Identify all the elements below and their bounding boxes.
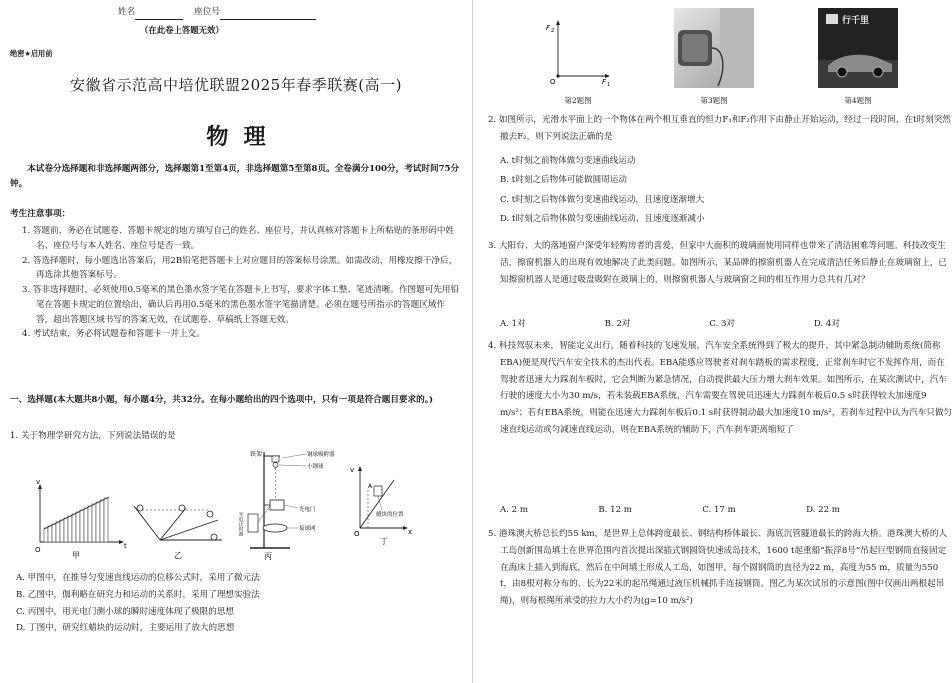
bing-photogate: 光电门 (299, 507, 316, 513)
fig2-f1: F (602, 78, 607, 86)
q3-option-c: C. 3对 (709, 319, 736, 329)
ding-candle: 蜡块的位置 (376, 512, 404, 518)
bing-tiejia: 铁架 (250, 451, 263, 458)
notice-item: 3. 答非选择题时，必须使用0.5毫米的黑色墨水签字笔在答题卡上书写，要求字体工整、笔迹清晰。作图题可先用铅笔在答题卡规定的位置绘出，确认后再用0.5毫米的黑色墨水签字笔描清楚。必须在题号所指示的答题区域作答，超出答题区域书写的答案无效，在试题卷、草稿纸上答题无效。 (22, 285, 460, 325)
q2-options (500, 152, 940, 229)
jia-origin: O (35, 546, 41, 554)
q1-option-d: D. 丁图中，研究红蜡块的运动时，主要运用了放大的思想 (16, 623, 235, 634)
notice-item: 2. 答选择题时，每小题选出答案后，用2B铅笔把答题卡上对应题目的答案标号涂黑。如需改动，用橡皮擦干净后，再选涂其他答案标号。 (22, 255, 458, 281)
q4-option-b: B. 12 m (598, 505, 632, 515)
fig-3-photo (674, 8, 754, 88)
fig-ding (350, 466, 412, 546)
jia-axis-v: v (36, 478, 41, 486)
name-label: 姓名 (118, 7, 136, 17)
subject-title: 物 理 (206, 124, 266, 150)
bing-adsorber: 钢球吸附器 (307, 452, 335, 458)
yi-label: 乙 (174, 551, 182, 560)
column-divider (472, 0, 473, 683)
fig-yi (134, 505, 222, 560)
fig-jia (35, 478, 127, 560)
fig4-brand: 行千里 (842, 16, 870, 26)
q3-stem: 3. 大阳台、大的落地窗户深受年轻购房者的喜爱，但家中大面积的玻璃面使用同样也带来了清洁困难等问题。科技改变生活，擦窗机器人的出现有效地解决了此类问题。如图所示，某品牌的擦窗机器人在完成清洁任务后静止在玻璃窗上，已知擦窗机器人是通过吸盘吸附在玻璃上的，则擦窗机器人与玻璃窗之间的相互作用力总共有几对？ (488, 241, 947, 285)
notice-title: 考生注意事项： (10, 209, 71, 219)
ding-origin: O (354, 530, 360, 538)
q1-option-a: A. 甲图中，在推导匀变速直线运动的位移公式时，采用了微元法 (16, 573, 260, 583)
fig-4-photo (818, 8, 898, 88)
ding-axis-x: x (408, 528, 413, 536)
q2-option-a: A. t时刻之前物体做匀变速曲线运动 (500, 156, 636, 166)
fig-bing (238, 450, 336, 561)
seat-field[interactable] (220, 9, 316, 20)
q2-option-c: C. t时刻之后物体做匀变速曲线运动，且速度逐渐增大 (500, 194, 705, 205)
fig-2 (538, 14, 618, 88)
q1-figures (10, 444, 462, 564)
secret-mark: 绝密★启用前 (10, 49, 53, 58)
exam-intro: 本试卷分选择题和非选择题两部分，选择题第1至第4页，非选择题第5至第8页。全卷满分100分，考试时间75分钟。 (10, 164, 460, 190)
name-field[interactable] (135, 9, 183, 20)
fig2-f2-sub: 2 (551, 28, 555, 34)
q3-option-d: D. 4对 (813, 319, 840, 329)
fig2-f1-sub: 1 (607, 82, 611, 88)
q2-stem: 2. 如图所示，光滑水平面上的一个物体在两个相互垂直的恒力F₁和F₂作用下由静止开始运动，经过一段时间，在t时刻突然撤去F₂，则下列说法正确的是 (488, 115, 951, 142)
q3-option-a: A. 1对 (500, 319, 526, 329)
q4-option-d: D. 22 m (806, 505, 840, 515)
fig2-origin: O (550, 78, 556, 86)
invalid-note: （在此卷上答题无效） (140, 25, 224, 35)
q1-stem: 1. 关于物理学研究方法，下列说法错误的是 (10, 431, 176, 441)
bing-net: 接球网 (299, 526, 316, 532)
q4-option-c: C. 17 m (702, 505, 736, 515)
jia-axis-t: t (124, 542, 127, 550)
q2-option-b: B. t时刻之后物体可能做圆周运动 (500, 175, 627, 186)
q5-stem: 5. 港珠澳大桥总长约55 km，是世界上总体跨度最长、钢结构桥体最长、海底沉管隧道最长的跨海大桥。港珠澳大桥的人工岛创新围岛填土在世界范围内首次提出深插式钢圆筒快速成岛技术，1600 t起重船“振浮8号”吊起巨型钢筒直接固定在海床上插入到海底，然后在中间填土形成人工岛，如图甲，每个圆钢筒的直径为22 m，高度为55 m，质量为550 t，由8根对称分布的、长为22米的起吊绳通过液压机械抓手连接钢筒。图乙为某次试吊的示意图(图中仅画出两根起吊绳)，则每根绳所承受的拉力大小约为(g=10 m/s²) (488, 529, 948, 606)
ding-label: 丁 (380, 537, 388, 546)
q4-options (500, 504, 840, 518)
bing-ball: 小钢球 (307, 464, 324, 470)
seat-label: 座位号 (194, 7, 220, 17)
fig2-caption: 第2题图 (564, 96, 592, 105)
bing-timer: 光电计时器 (237, 512, 243, 536)
q4-option-a: A. 2 m (500, 505, 529, 515)
q3-option-b: B. 2对 (604, 319, 631, 329)
exam-title: 安徽省示范高中培优联盟2025年春季联赛(高一) (70, 76, 402, 94)
q4-stem: 4. 科技驾驭未来，智能定义出行，随着科技的飞速发展，汽车安全系统得到了极大的提升，其中紧急制动辅助系统(简称EBA)便是现代汽车安全技术的杰出代表。EBA能感应驾驶者对刹车踏板的需求程度，正常刹车时它不发挥作用，而在驾驶者迅速大力踩刹车板时，它会判断为紧急情况，自动提供最大压力增大刹车效果。如图所示，在某次测试中，汽车行驶的速度大小为30 m/s，若未装载EBA系统，汽车需要在驾驶员迅速大力踩刹车板后0.5 s时获得较大加速度9 m/s²；若有EBA系统，则能在迅速大力踩刹车板后0.1 s时获得制动最大加速度10 m/s²，若刹车过程中认为汽车只做匀速直线运动或匀减速直线运动，则在EBA系统的辅助下，汽车刹车距离缩短了 (488, 341, 952, 435)
candidate-info (118, 6, 438, 20)
bing-label: 丙 (264, 552, 272, 561)
ding-axis-y: v (350, 466, 355, 474)
notice-item: 4. 考试结束，务必将试题卷和答题卡一并上交。 (22, 329, 205, 340)
notice-item: 1. 答题前，务必在试题卷、答题卡规定的地方填写自己的姓名、座位号，并认真核对答题卡上所粘贴的条形码中姓名、座位号与本人姓名、座位号是否一致。 (22, 226, 455, 251)
q1-option-b: B. 乙图中，伽利略在研究力和运动的关系时，采用了理想实验法 (16, 589, 260, 600)
section-one-heading: 一、选择题(本大题共8小题，每小题4分，共32分。在每小题给出的四个选项中，只有一项是符合题目要求的。) (10, 395, 434, 405)
q3-options (500, 318, 840, 332)
jia-label: 甲 (72, 551, 80, 560)
fig2-f2: F (546, 24, 551, 32)
fig4-caption: 第4题图 (844, 96, 872, 105)
fig3-caption: 第3题图 (700, 96, 728, 105)
q2-option-d: D. t时刻之后物体做匀变速曲线运动，且速度逐渐减小 (500, 213, 705, 224)
ding-A: A (368, 483, 373, 490)
q1-option-c: C. 丙图中，用光电门测小球的瞬时速度体现了极限的思想 (16, 606, 234, 617)
notice-list (22, 224, 462, 342)
q1-options (16, 570, 462, 637)
